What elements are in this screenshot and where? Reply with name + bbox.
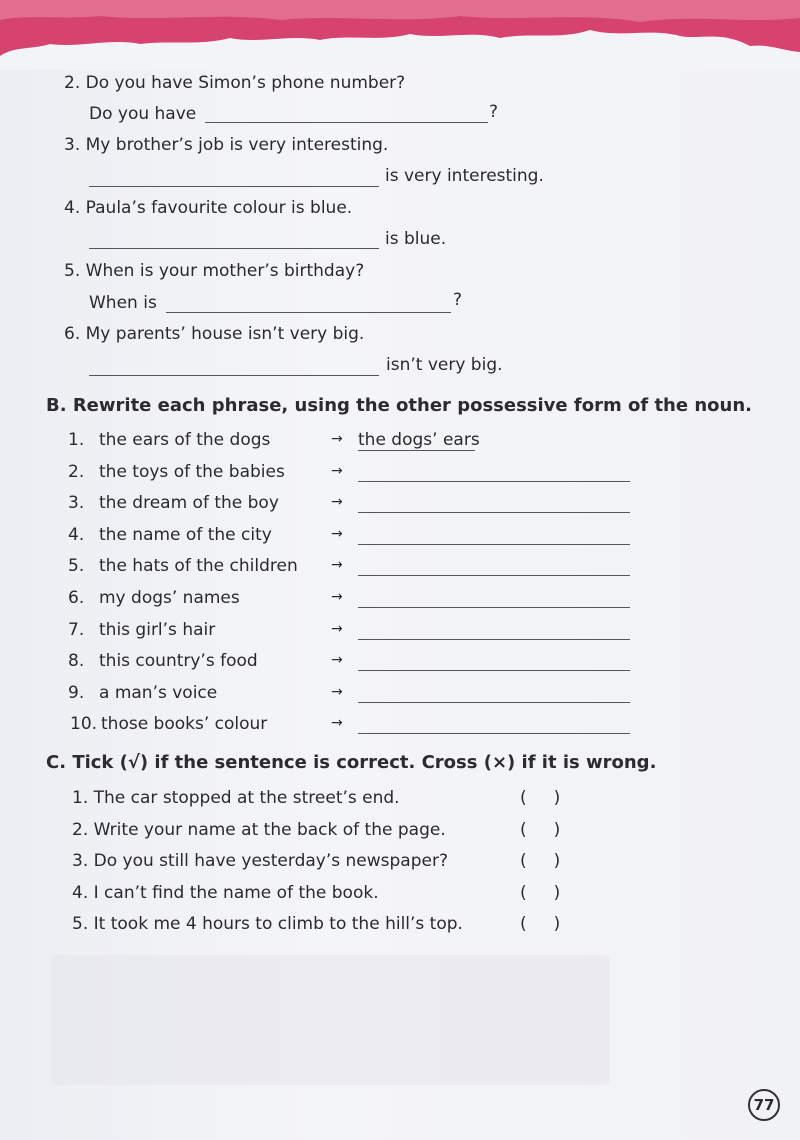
arrow-icon: → xyxy=(331,683,343,700)
answer-blank[interactable] xyxy=(358,607,630,608)
sentence-line xyxy=(72,820,446,840)
item-number: 4. xyxy=(72,882,89,903)
answer-blank[interactable] xyxy=(89,248,379,249)
section-c-heading: C. Tick (√) if the sentence is correct. Cross (×) if it is wrong. xyxy=(46,752,657,773)
item-number: 8. xyxy=(68,651,85,672)
item-number: 3. xyxy=(72,851,89,872)
answer-prefix: When is xyxy=(89,293,157,313)
phrase-text: the name of the city xyxy=(99,524,272,545)
phrase-text: those books’ colour xyxy=(101,714,268,735)
arrow-icon: → xyxy=(331,715,343,732)
answer-blank[interactable] xyxy=(358,639,630,640)
question-text: When is your mother’s birthday? xyxy=(85,261,365,281)
answer-blank[interactable] xyxy=(358,733,630,734)
answer-blank[interactable] xyxy=(358,481,630,482)
answer-blank[interactable] xyxy=(358,575,630,576)
question-text: Paula’s favourite colour is blue. xyxy=(85,198,353,218)
phrase-text: the hats of the children xyxy=(99,556,298,577)
item-number: 6. xyxy=(68,588,85,608)
answer-box[interactable]: ( ) xyxy=(520,914,561,935)
phrase-text: the toys of the babies xyxy=(99,461,285,482)
section-b-heading: B. Rewrite each phrase, using the other possessive form of the noun. xyxy=(46,395,752,416)
arrow-icon: → xyxy=(331,652,343,669)
answer-box[interactable]: ( ) xyxy=(520,819,561,840)
item-number: 3. xyxy=(68,493,85,514)
question-text: My brother’s job is very interesting. xyxy=(85,135,389,155)
item-number: 5. xyxy=(64,261,81,281)
sentence-text: Write your name at the back of the page. xyxy=(93,819,446,840)
item-number: 2. xyxy=(68,461,85,482)
sentence-text: The car stopped at the street’s end. xyxy=(93,788,400,808)
answer-prefix: Do you have xyxy=(89,104,197,124)
item-number: 5. xyxy=(68,556,85,577)
arrow-icon: → xyxy=(331,462,343,479)
arrow-icon: → xyxy=(331,525,343,542)
page-number: 77 xyxy=(748,1089,780,1121)
item-question xyxy=(64,73,405,93)
phrase-text: this girl’s hair xyxy=(99,619,216,640)
item-number: 9. xyxy=(68,682,85,703)
sentence-text: Do you still have yesterday’s newspaper? xyxy=(93,851,448,872)
answer-suffix: ? xyxy=(453,290,463,310)
answer-box[interactable]: ( ) xyxy=(520,882,561,903)
sentence-line xyxy=(72,914,463,934)
arrow-icon: → xyxy=(331,589,343,605)
answer-underline xyxy=(358,450,475,451)
answer-box[interactable]: ( ) xyxy=(520,851,561,872)
item-number: 10. xyxy=(70,714,98,735)
answer-blank[interactable] xyxy=(358,670,630,671)
arrow-icon: → xyxy=(331,620,343,637)
arrow-icon: → xyxy=(331,431,343,447)
sentence-line xyxy=(72,851,448,871)
decorative-top-band xyxy=(0,0,800,70)
example-answer: the dogs’ ears xyxy=(358,430,480,450)
answer-suffix: is very interesting. xyxy=(385,166,544,186)
answer-suffix: ? xyxy=(489,102,499,122)
item-number: 1. xyxy=(72,788,89,808)
phrase-text: this country’s food xyxy=(99,651,258,672)
arrow-icon: → xyxy=(331,557,343,574)
answer-blank[interactable] xyxy=(89,375,379,376)
answer-blank[interactable] xyxy=(358,544,630,545)
answer-blank[interactable] xyxy=(358,512,630,513)
question-text: My parents’ house isn’t very big. xyxy=(85,324,365,344)
item-question xyxy=(64,261,364,281)
phrase-text: the ears of the dogs xyxy=(99,430,271,450)
sentence-text: It took me 4 hours to climb to the hill’s top. xyxy=(93,914,463,935)
sentence-line xyxy=(72,788,400,808)
item-question xyxy=(64,135,388,155)
item-number: 7. xyxy=(68,619,85,640)
item-number: 1. xyxy=(68,430,85,450)
answer-blank[interactable] xyxy=(166,312,451,313)
answer-blank[interactable] xyxy=(89,186,379,187)
item-number: 5. xyxy=(72,914,89,935)
question-text: Do you have Simon’s phone number? xyxy=(85,73,406,93)
answer-suffix: isn’t very big. xyxy=(386,355,503,375)
item-number: 3. xyxy=(64,135,81,155)
phrase-text: the dream of the boy xyxy=(99,493,279,514)
arrow-icon: → xyxy=(331,494,343,511)
item-number: 4. xyxy=(64,198,81,218)
item-question xyxy=(64,198,352,218)
answer-blank[interactable] xyxy=(358,702,630,703)
item-number: 4. xyxy=(68,524,85,545)
answer-box[interactable]: ( ) xyxy=(520,788,561,808)
answer-blank[interactable] xyxy=(205,122,488,123)
sentence-line xyxy=(72,883,379,903)
answer-suffix: is blue. xyxy=(385,229,447,249)
item-number: 2. xyxy=(64,73,81,93)
item-number: 2. xyxy=(72,819,89,840)
phrase-text: my dogs’ names xyxy=(99,588,240,608)
phrase-text: a man’s voice xyxy=(99,682,218,703)
decorative-shade xyxy=(50,955,610,1085)
item-number: 6. xyxy=(64,324,81,344)
item-question xyxy=(64,324,364,344)
sentence-text: I can’t find the name of the book. xyxy=(93,882,379,903)
